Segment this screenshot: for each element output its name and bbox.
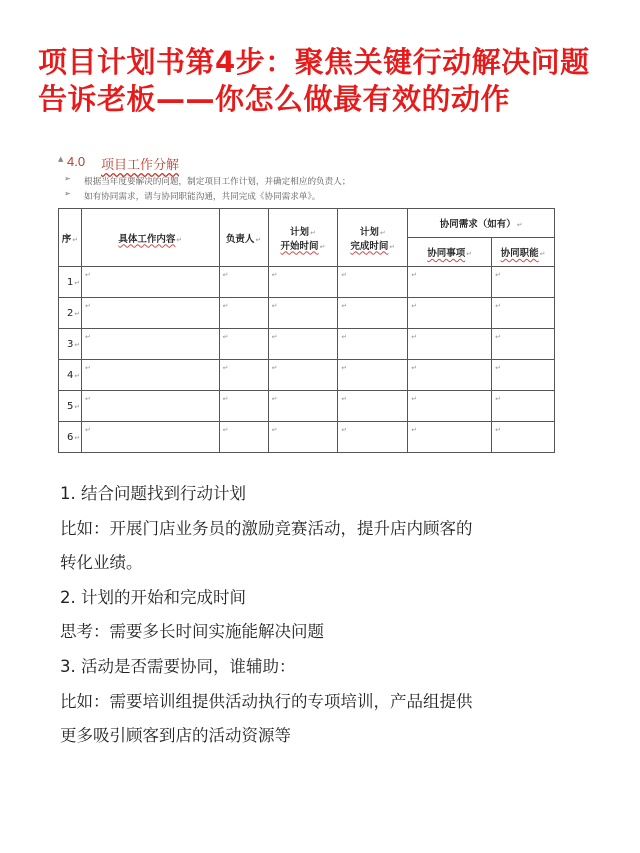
section-title: 项目工作分解 [101, 158, 180, 173]
note-text: 转化业绩。 [60, 553, 143, 573]
row-number: 2↵ [59, 298, 82, 329]
bullet-item [58, 189, 558, 204]
table-row: 1↵ ↵ ↵ ↵ ↵ ↵ ↵ [59, 267, 555, 298]
header-owner: 负责人↵ [219, 209, 268, 267]
header-collab-func: 协同职能↵ [492, 238, 555, 267]
header-seq: 序↵ [59, 209, 82, 267]
table-row: 5↵ ↵ ↵ ↵ ↵ ↵ ↵ [59, 391, 555, 422]
bullet-text: 根据当年度要解决的问题，制定项目工作计划，并确定相应的负责人； [84, 177, 351, 187]
row-number: 6↵ [59, 422, 82, 453]
section-number: 4.0 [67, 154, 86, 169]
table-row: 3↵ ↵ ↵ ↵ ↵ ↵ ↵ [59, 329, 555, 360]
headline-line-2: 告诉老板——你怎么做最有效的动作 [38, 82, 511, 116]
section-heading [58, 150, 558, 174]
headline [38, 44, 628, 118]
note-heading-3: 3. 活动是否需要协同，谁辅助： [60, 656, 296, 676]
document-snippet [58, 150, 558, 443]
header-collab-item: 协同事项↵ [408, 238, 492, 267]
headline-line-1: 项目计划书第4步：聚焦关键行动解决问题 [38, 45, 590, 79]
table-row: 4↵ ↵ ↵ ↵ ↵ ↵ ↵ [59, 360, 555, 391]
header-content: 具体工作内容↵ [81, 209, 219, 267]
row-number: 4↵ [59, 360, 82, 391]
note-text: 比如：需要培训组提供活动执行的专项培训，产品组提供 [60, 691, 473, 711]
bullet-arrow-icon: ➢ [64, 189, 71, 198]
header-plan-start: 计划↵ 开始时间↵ [268, 209, 338, 267]
note-text: 更多吸引顾客到店的活动资源等 [60, 726, 291, 746]
note-text: 思考：需要多长时间实施能解决问题 [60, 622, 324, 642]
work-breakdown-table [58, 208, 555, 453]
row-number: 3↵ [59, 329, 82, 360]
row-number: 5↵ [59, 391, 82, 422]
note-text: 比如：开展门店业务员的激励竞赛活动，提升店内顾客的 [60, 518, 473, 538]
note-heading-1: 1. 结合问题找到行动计划 [60, 484, 246, 503]
bullet-item [58, 174, 558, 189]
notes-section [60, 477, 620, 754]
row-number: 1↵ [59, 267, 82, 298]
bullet-arrow-icon: ➢ [64, 174, 71, 183]
header-collab: 协同需求（如有）↵ [408, 209, 555, 238]
section-marker-icon: ▲ [58, 155, 64, 163]
table-row: 6↵ ↵ ↵ ↵ ↵ ↵ ↵ [59, 422, 555, 453]
header-plan-end: 计划↵ 完成时间↵ [338, 209, 408, 267]
bullet-text: 如有协同需求，请与协同职能沟通，共同完成《协同需求单》。 [84, 192, 321, 202]
note-heading-2: 2. 计划的开始和完成时间 [60, 587, 246, 607]
table-row: 2↵ ↵ ↵ ↵ ↵ ↵ ↵ [59, 298, 555, 329]
